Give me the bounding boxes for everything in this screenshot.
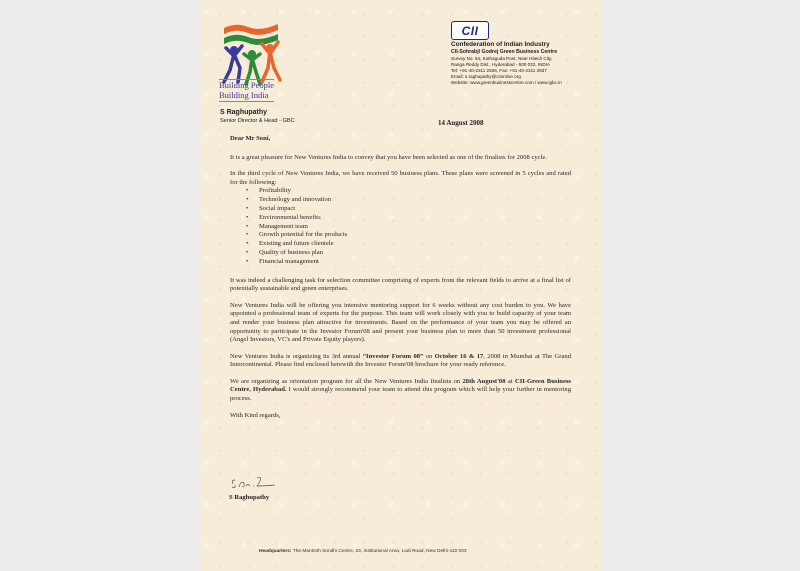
signer-name: S Raghupathy: [229, 494, 270, 501]
website: Website: www.greenbusinesscentre.com / www.igbc.in: [451, 80, 562, 85]
criteria-item: • Technology and innovation: [259, 196, 571, 205]
cii-logo-text: CII: [461, 23, 479, 38]
sender-name: S Raghupathy: [220, 109, 268, 116]
sender-title: Senior Director & Head - GBC: [220, 118, 295, 124]
criteria-item: • Management team: [259, 223, 571, 232]
letter-body: [230, 135, 571, 428]
criteria-item: • Financial management: [259, 258, 571, 267]
criteria-item: • Social impact: [259, 205, 571, 214]
paragraph-4: New Ventures India will be offering you intensive mentoring support for 6 weeks without any cost burden to you. We have appointed a professional team of experts for the purpose. This team will work closely with you to build capacity of your team and render your business plan attractive for investments. Based on the performance of your team you may be offered an opportunity to participate in the Investor Forum'08 and present your business plan to more than 50 investment professional (Angel Investors, VC's and Private Equity players).: [230, 301, 571, 344]
event-dates: October 16 & 17: [434, 352, 484, 360]
p6-text-e: I would strongly recommend your team to attend this program which will help your further in mentoring process.: [230, 386, 571, 403]
logo-tagline-line2: Building India: [219, 89, 269, 100]
org-name: Confederation of Indian Industry: [451, 41, 550, 48]
paragraph-2: In the third cycle of New Ventures India, we have received 50 business plans. These plans were screened in 5 cycles and rated for the following:: [230, 170, 571, 186]
closing: With Kind regards,: [230, 411, 281, 419]
event-name: “Investor Forum 08”: [362, 352, 424, 360]
address-line2: Ranga Reddy Dist., Hyderabad - 500 032, INDIA: [451, 62, 551, 67]
org-centre: CII-Sohrabji Godrej Green Business Centre: [451, 49, 558, 55]
letter-page: [199, 0, 601, 571]
criteria-item: • Quality of business plan: [259, 249, 571, 258]
p5-text-c: on: [423, 352, 435, 360]
criteria-item: • Growth potential for the products: [259, 231, 571, 240]
criteria-item: • Environmental benefits: [259, 214, 571, 223]
logo-tagline-line1: Building People: [219, 80, 275, 90]
criteria-item: • Existing and future clientele: [259, 240, 571, 249]
address-line1: Survey No. 64, Kothaguda Post, Near Hitech City,: [451, 56, 553, 61]
signature-icon: [229, 474, 279, 494]
logo-tagline: [219, 79, 274, 102]
hq-address: The Mantosh Sondhi Centre, 23, Institutional Area, Lodi Road, New Delhi-110 003: [291, 549, 467, 554]
criteria-item: • Profitability: [259, 187, 571, 196]
paragraph-5: [230, 353, 571, 370]
paragraph-3: It was indeed a challenging task for selection committee comprising of experts from the relevant fields to arrive at a final list of potentially sustainable and green enterprises.: [230, 276, 571, 293]
orientation-venue: CII-Green Business Centre, Hyderabad.: [230, 377, 572, 394]
cii-logo-icon: [451, 21, 489, 40]
p5-text-e: , 2008 in Mumbai at The Grand Intercontinental. Please find enclosed herewith the Investor Forum'08 brochure for your ready reference.: [230, 352, 572, 369]
p6-text-a: We are organizing as orientation program for all the New Ventures India finalists on: [230, 377, 463, 385]
orientation-date: 28th August'08: [462, 377, 506, 385]
email: Email: s.raghupathy@ciionline.org: [451, 74, 521, 79]
organization-block: [451, 41, 562, 86]
hq-label: Headquarters:: [259, 549, 292, 554]
headquarters-footer: [259, 549, 467, 554]
letter-date: 14 August 2008: [438, 119, 484, 127]
p5-text-a: New Ventures India is organizing its 3rd annual: [230, 352, 363, 360]
p6-text-c: at: [505, 377, 515, 385]
criteria-list: [230, 187, 571, 266]
salutation: Dear Mr Soni,: [230, 135, 271, 142]
phone-fax: Tel: +91-40-2311 2836, Fax: +91-40-2311 2837: [451, 68, 547, 73]
paragraph-6: [230, 378, 571, 404]
paragraph-1: It is a great pleasure for New Ventures India to convey that you have been selected as one of the finalists for 2008 cycle.: [230, 153, 547, 161]
